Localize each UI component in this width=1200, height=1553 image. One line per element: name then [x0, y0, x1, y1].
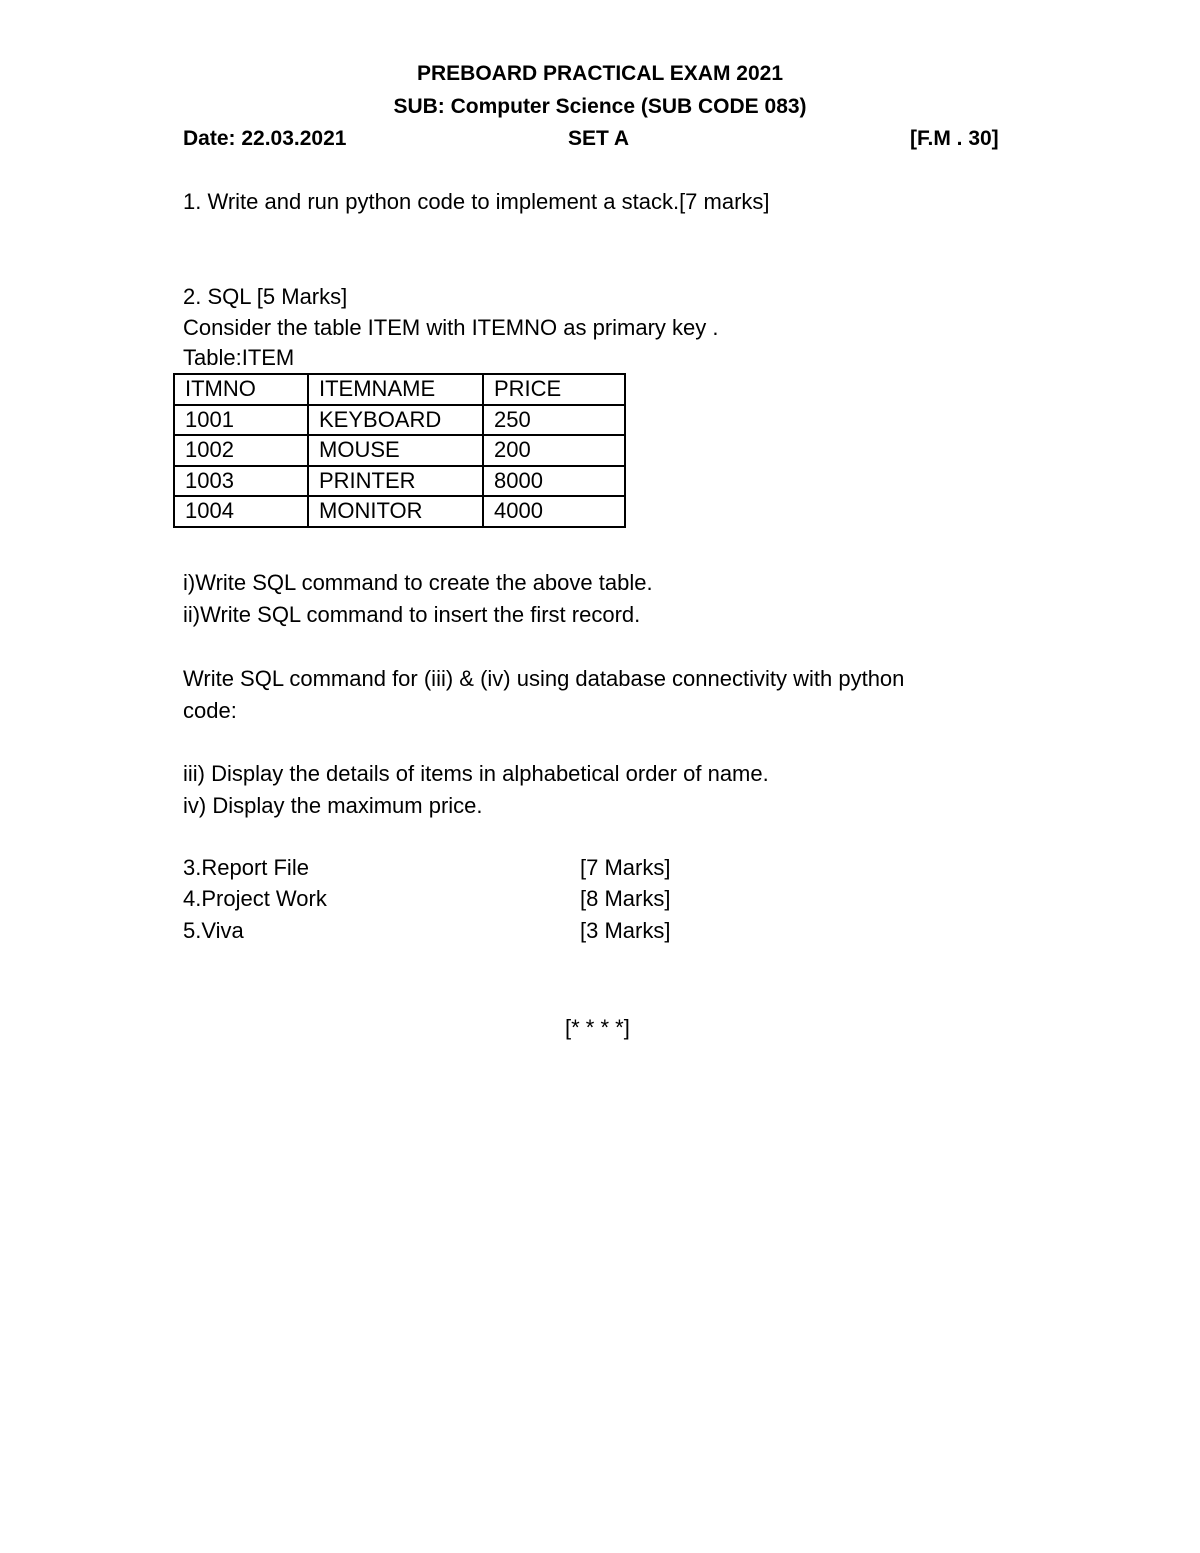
full-marks: [F.M . 30]: [910, 127, 999, 150]
connectivity-instruction-cont: code:: [183, 698, 237, 723]
subject-line: SUB: Computer Science (SUB CODE 083): [393, 95, 807, 118]
cell-itemname: MONITOR: [308, 496, 483, 527]
item-4-marks: [8 Marks]: [580, 886, 671, 911]
sql-part-iii: iii) Display the details of items in alphabetical order of name.: [183, 761, 769, 786]
cell-itemname: KEYBOARD: [308, 405, 483, 436]
connectivity-instruction: Write SQL command for (iii) & (iv) using database connectivity with python: [183, 666, 905, 691]
exam-set: SET A: [568, 127, 630, 150]
cell-itmno: 1001: [174, 405, 308, 436]
exam-title: PREBOARD PRACTICAL EXAM 2021: [416, 62, 783, 85]
cell-itmno: 1002: [174, 435, 308, 466]
sql-part-ii: ii)Write SQL command to insert the first record.: [183, 602, 641, 627]
cell-itemname: PRINTER: [308, 466, 483, 497]
item-4-label: 4.Project Work: [183, 886, 327, 911]
cell-price: 4000: [483, 496, 625, 527]
cell-price: 8000: [483, 466, 625, 497]
cell-price: 250: [483, 405, 625, 436]
sql-part-iv: iv) Display the maximum price.: [183, 793, 483, 818]
header-price: PRICE: [483, 374, 625, 405]
question-2-heading: 2. SQL [5 Marks]: [183, 284, 348, 309]
table-row: [174, 496, 625, 527]
cell-itmno: 1004: [174, 496, 308, 527]
table-row: [174, 466, 625, 497]
table-header-row: [174, 374, 625, 405]
header-itemname: ITEMNAME: [308, 374, 483, 405]
item-table: [173, 373, 626, 528]
question-2-intro: Consider the table ITEM with ITEMNO as primary key .: [183, 315, 719, 340]
table-label: Table:ITEM: [183, 345, 295, 370]
table-row: [174, 435, 625, 466]
item-3-marks: [7 Marks]: [580, 855, 671, 880]
cell-price: 200: [483, 435, 625, 466]
item-5-label: 5.Viva: [183, 918, 244, 943]
cell-itemname: MOUSE: [308, 435, 483, 466]
sql-part-i: i)Write SQL command to create the above table.: [183, 570, 653, 595]
question-1: 1. Write and run python code to implement a stack.[7 marks]: [183, 189, 770, 214]
end-mark: [* * * *]: [565, 1015, 630, 1040]
header-itmno: ITMNO: [174, 374, 308, 405]
table-row: [174, 405, 625, 436]
exam-date: Date: 22.03.2021: [183, 127, 347, 150]
cell-itmno: 1003: [174, 466, 308, 497]
item-5-marks: [3 Marks]: [580, 918, 671, 943]
item-3-label: 3.Report File: [183, 855, 309, 880]
